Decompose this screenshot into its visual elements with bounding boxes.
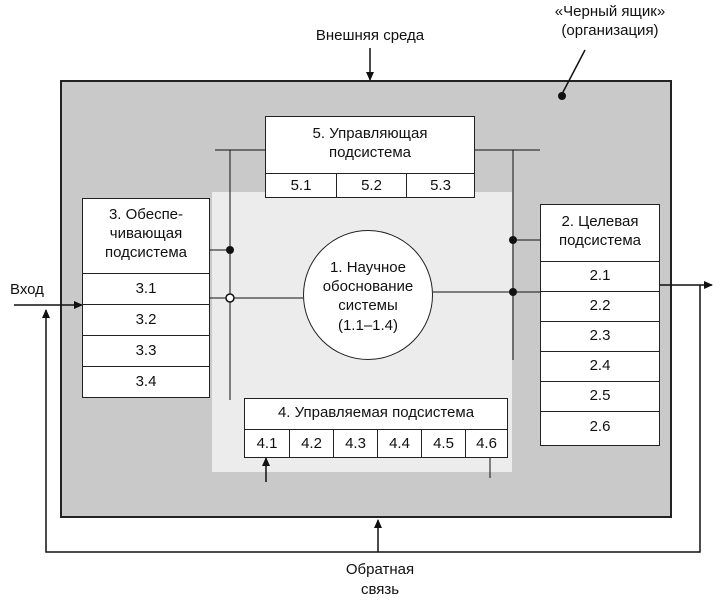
black-box-dot: [558, 92, 566, 100]
environment-label: Внешняя среда: [315, 27, 425, 44]
managed-cell: 4.3: [333, 429, 377, 457]
center-line1: 1. Научное: [330, 259, 406, 276]
junction-dot: [226, 294, 234, 302]
managed-subsystem: [244, 398, 508, 458]
supporting-cell: 3.3: [83, 335, 209, 366]
center-line2: обоснование: [322, 278, 414, 295]
center-line4: (1.1–1.4): [337, 317, 399, 334]
target-cell: 2.6: [541, 411, 659, 445]
black-box-label-line1: «Черный ящик»: [554, 3, 666, 20]
black-box-pointer: [562, 50, 585, 94]
junction-dot: [509, 236, 517, 244]
managed-cell: 4.5: [421, 429, 465, 457]
supporting-subsystem: [82, 198, 210, 398]
target-cell: 2.5: [541, 381, 659, 411]
target-cell: 2.4: [541, 351, 659, 381]
managing-cell: 5.1: [266, 173, 336, 197]
target-cell: 2.1: [541, 261, 659, 291]
supporting-title-line2: чивающая: [109, 225, 183, 242]
feedback-label-line1: Обратная: [345, 561, 415, 578]
managed-cell: 4.4: [377, 429, 421, 457]
supporting-title-line1: 3. Обеспе-: [108, 206, 184, 223]
managed-cell: 4.1: [245, 429, 289, 457]
supporting-title-line3: подсистема: [105, 244, 187, 261]
managed-cell: 4.6: [465, 429, 507, 457]
target-subsystem: [540, 204, 660, 446]
scientific-basis-circle: [303, 230, 433, 360]
target-cell: 2.3: [541, 321, 659, 351]
supporting-cell: 3.1: [83, 273, 209, 304]
black-box-label-line2: (организация): [561, 22, 659, 39]
managed-cell: 4.2: [289, 429, 333, 457]
center-line3: системы: [338, 297, 398, 314]
managing-subsystem: [265, 116, 475, 198]
target-title-line2: подсистема: [559, 232, 641, 249]
managing-title-line1: 5. Управляющая: [312, 125, 428, 142]
supporting-cell: 3.4: [83, 366, 209, 397]
target-title-line1: 2. Целевая: [561, 213, 639, 230]
input-label: Вход: [10, 281, 44, 298]
feedback-label-line2: связь: [360, 581, 400, 598]
managed-title: 4. Управляемая подсистема: [277, 404, 475, 421]
managing-cell: 5.3: [406, 173, 474, 197]
managing-cell: 5.2: [336, 173, 406, 197]
target-cell: 2.2: [541, 291, 659, 321]
junction-dot: [509, 288, 517, 296]
junction-dot: [226, 246, 234, 254]
supporting-cell: 3.2: [83, 304, 209, 335]
managing-title-line2: подсистема: [329, 144, 411, 161]
